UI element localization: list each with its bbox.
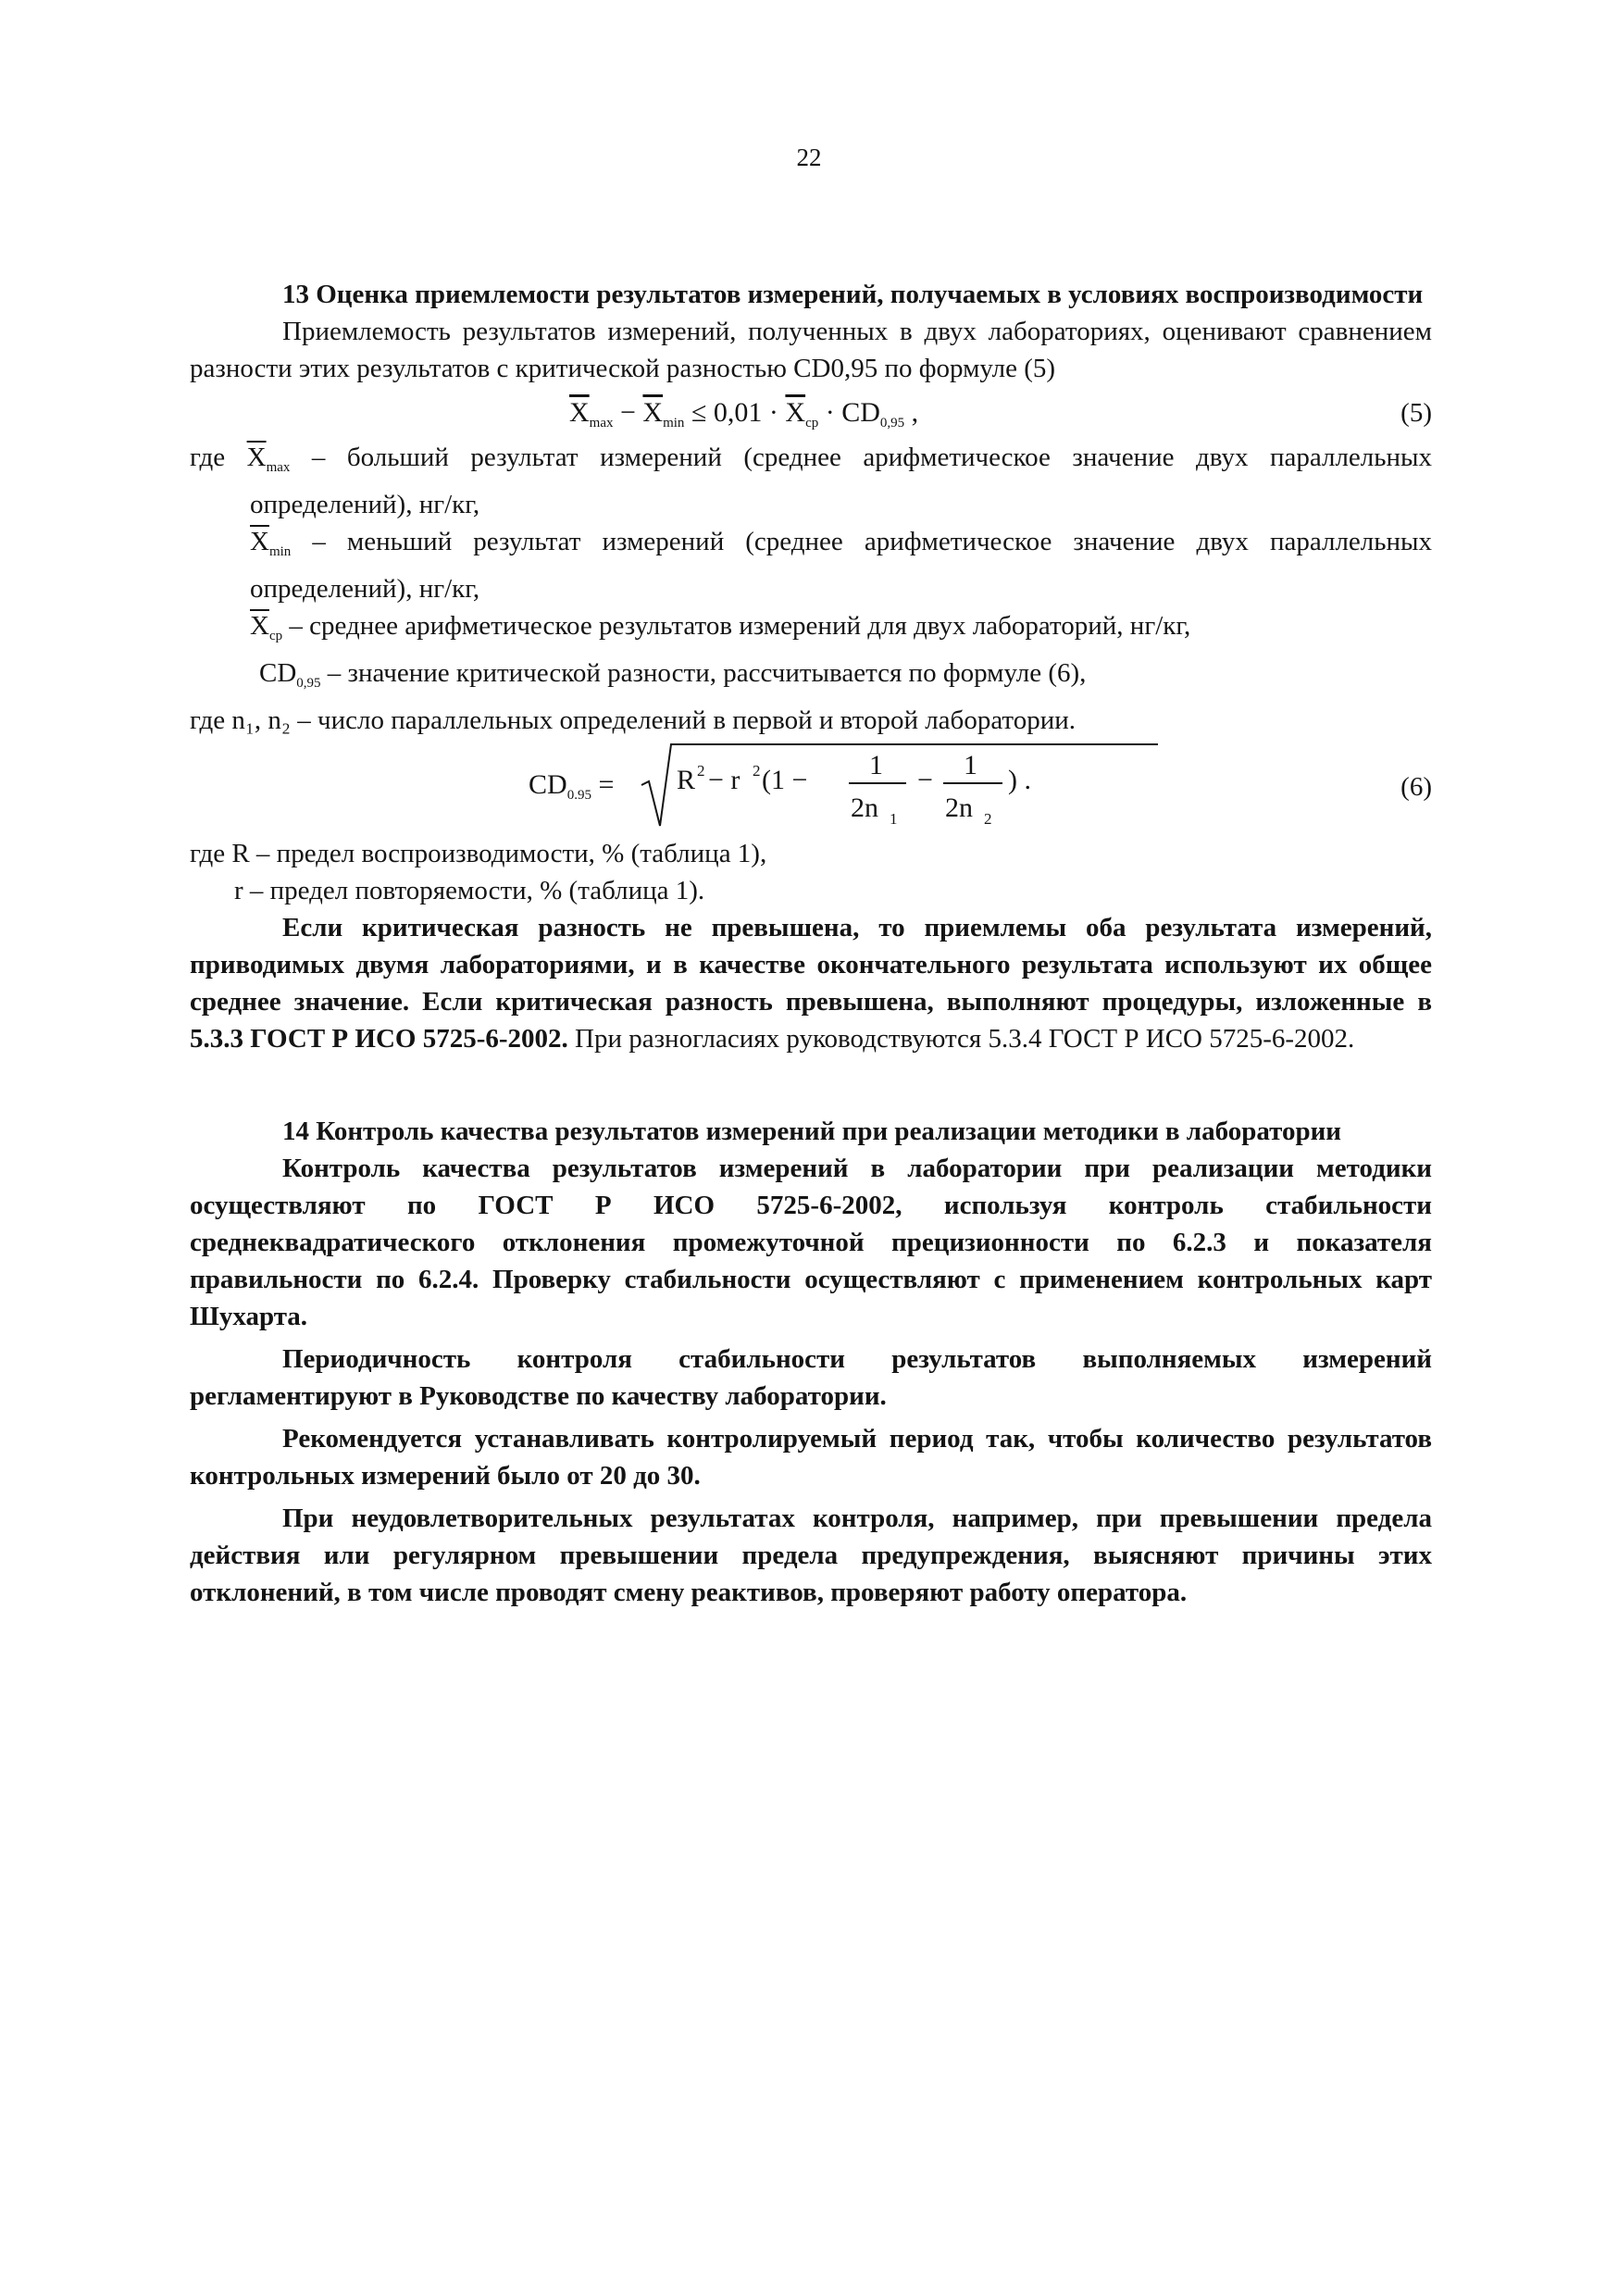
svg-text:2: 2 xyxy=(697,762,705,780)
section-14-paragraph-1: Контроль качества результатов измерений в лаборатории при реализации методики осуществляют по ГОСТ Р ИСО 5725-6-2002, используя контроль стабильности среднеквадратического отклонения промежуточной прецизионности по 6.2.3 и показателя правильности по 6.2.4. Проверку стабильности осуществляют с применением контрольных карт Шухарта. xyxy=(190,1154,1432,1331)
definition-r: r – предел повторяемости, % (таблица 1). xyxy=(234,876,705,905)
section-14-paragraph-2: Периодичность контроля стабильности результатов выполняемых измерений регламентируют в Руководстве по качеству лаборатории. xyxy=(190,1344,1432,1411)
svg-text:(1 −: (1 − xyxy=(762,765,808,795)
formula-5 xyxy=(190,391,1432,435)
svg-text:R: R xyxy=(677,765,696,795)
formula-5-expression: $\overline{X}_{max} - \overline{X}_{min} \le 0,01 \cdot \overline{X}_{ср} \cdot CD_{0,95}$ , xyxy=(569,397,919,430)
svg-text:−: − xyxy=(917,765,933,795)
formula-6-radical xyxy=(640,741,1176,830)
formula-5-number: (5) xyxy=(1400,398,1432,428)
formula-6-number: (6) xyxy=(1400,772,1432,802)
svg-text:) .: ) . xyxy=(1008,765,1031,795)
svg-text:1: 1 xyxy=(964,750,977,780)
page-content xyxy=(190,276,1432,1611)
definition-R: где R – предел воспроизводимости, % (таблица 1), xyxy=(190,839,767,868)
svg-text:2n: 2n xyxy=(851,792,878,823)
section-13-rule: Если критическая разность не превышена, то приемлемы оба результата измерений, приводимых двумя лабораториями, и в качестве окончательного результата используют их общее среднее значение. Если критическая разность превышена, выполняют процедуры, изложенные в 5.3.3 ГОСТ Р ИСО 5725-6-2002. При разногласиях руководствуются 5.3.4 ГОСТ Р ИСО 5725-6-2002. xyxy=(190,913,1432,1054)
section-14-paragraph-3: Рекомендуется устанавливать контролируемый период так, чтобы количество результатов контрольных измерений было от 20 до 30. xyxy=(190,1424,1432,1491)
definition-cd: $CD_{0,95}$ – значение критической разности, рассчитывается по формуле (6), xyxy=(259,658,1087,691)
svg-text:1: 1 xyxy=(869,750,883,780)
svg-text:1: 1 xyxy=(890,810,898,828)
svg-text:− r: − r xyxy=(708,765,741,795)
svg-text:2n: 2n xyxy=(945,792,973,823)
formula-6-lhs: $CD_{0.95}$ = xyxy=(529,769,615,803)
section-spacer xyxy=(190,1057,1432,1113)
svg-text:2: 2 xyxy=(753,762,761,780)
formula-6 xyxy=(190,741,1432,830)
definition-xcp: $\overline{X}_{ср}$ – среднее арифметическое результатов измерений для двух лабораторий, нг/кг, xyxy=(250,611,1191,643)
definition-n: где n₁, n₂ – число параллельных определений в первой и второй лаборатории. xyxy=(190,705,1077,735)
definition-xmax: где $\overline{X}_{max}$ – больший результат измерений (среднее арифметическое значение двух параллельных определений), нг/кг, xyxy=(190,443,1432,519)
svg-text:2: 2 xyxy=(984,810,992,828)
page-number: 22 xyxy=(796,144,822,171)
definition-xmin: $\overline{X}_{min}$ – меньший результат измерений (среднее арифметическое значение двух параллельных определений), нг/кг, xyxy=(250,527,1432,604)
section-13-title: 13 Оценка приемлемости результатов измерений, получаемых в условиях воспроизводимости xyxy=(282,280,1424,309)
section-14-title: 14 Контроль качества результатов измерений при реализации методики в лаборатории xyxy=(282,1117,1341,1146)
section-13-intro: Приемлемость результатов измерений, полученных в двух лабораториях, оценивают сравнением разности этих результатов с критической разностью CD0,95 по формуле (5) xyxy=(190,317,1432,383)
section-14-paragraph-4: При неудовлетворительных результатах контроля, например, при превышении предела действия или регулярном превышении предела предупреждения, выясняют причины этих отклонений, в том числе проводят смену реактивов, проверяют работу оператора. xyxy=(190,1504,1432,1607)
